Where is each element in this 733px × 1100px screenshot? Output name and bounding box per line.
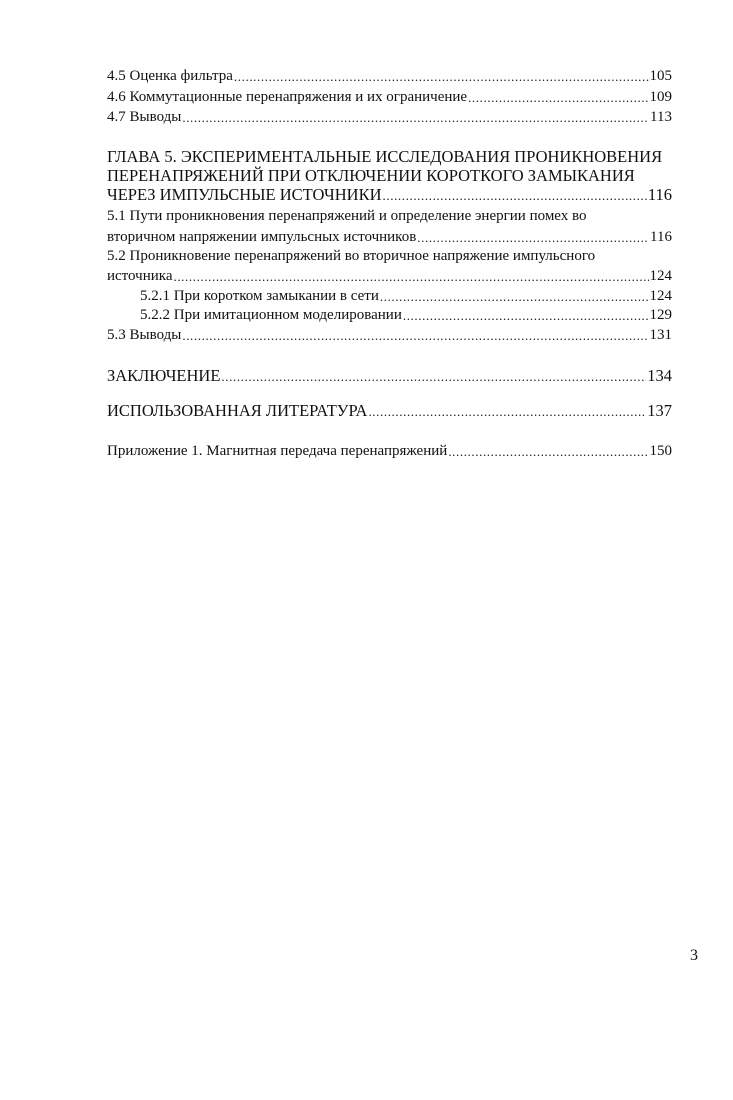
toc-entry-label: 5.2.2 При имитационном моделировании [140, 307, 402, 323]
toc-line-5-3 [107, 325, 672, 345]
toc-line-appendix-1 [107, 441, 672, 461]
toc-line-references [107, 401, 672, 421]
toc-line-5-1-first: 5.1 Пути проникновения перенапряжений и определение энергии помех во [107, 208, 587, 224]
toc-entry-label: ИСПОЛЬЗОВАННАЯ ЛИТЕРАТУРА [107, 401, 368, 420]
toc-line-5-2-2 [140, 305, 672, 325]
toc-line-4-7 [107, 107, 672, 127]
toc-page-number: 116 [647, 185, 672, 204]
toc-entry-label: вторичном напряжении импульсных источников [107, 229, 417, 245]
toc-page-number: 137 [647, 401, 672, 420]
dot-leader [380, 288, 649, 306]
dot-leader [417, 229, 649, 247]
toc-page-number: 150 [649, 443, 672, 459]
toc-line-chapter-5 [107, 185, 672, 205]
toc-entry-label: ЗАКЛЮЧЕНИЕ [107, 366, 221, 385]
toc-page-number: 105 [649, 68, 672, 84]
dot-leader [182, 327, 648, 345]
toc-entry-label: ЧЕРЕЗ ИМПУЛЬСНЫЕ ИСТОЧНИКИ [107, 185, 382, 204]
toc-entry-label: 5.2.1 При коротком замыкании в сети [140, 288, 379, 304]
toc-line-5-2 [107, 266, 672, 286]
dot-leader [403, 307, 649, 325]
chapter-5-title-line-1: ГЛАВА 5. ЭКСПЕРИМЕНТАЛЬНЫЕ ИССЛЕДОВАНИЯ ПРОНИКНОВЕНИЯ [107, 147, 663, 166]
toc-page-number: 134 [647, 366, 672, 385]
toc-line-5-2-first: 5.2 Проникновение перенапряжений во вторичное напряжение импульсного [107, 248, 596, 264]
toc-line-4-6 [107, 87, 672, 107]
page-number: 3 [690, 947, 698, 964]
toc-entry-label: 5.3 Выводы [107, 327, 182, 343]
toc-page-number: 124 [649, 288, 672, 304]
toc-line-conclusion [107, 366, 672, 386]
toc-entry-label: 4.6 Коммутационные перенапряжения и их ограничение [107, 89, 468, 105]
toc-page-number: 124 [649, 268, 672, 284]
toc-page-number: 113 [650, 109, 672, 125]
toc-entry-label: Приложение 1. Магнитная передача перенапряжений [107, 443, 448, 459]
toc-line-5-1 [107, 227, 672, 247]
dot-leader [383, 187, 647, 205]
dot-leader [234, 68, 649, 86]
toc-page-number: 131 [649, 327, 672, 343]
toc-page-number: 109 [649, 89, 672, 105]
dot-leader [221, 368, 646, 386]
dot-leader [368, 403, 646, 421]
toc-entry-label: источника [107, 268, 173, 284]
dot-leader [182, 109, 649, 127]
dot-leader [173, 268, 648, 286]
toc-entry-label: 4.5 Оценка фильтра [107, 68, 233, 84]
toc-entry-label: 4.7 Выводы [107, 109, 182, 125]
toc-page-number: 129 [649, 307, 672, 323]
toc-page-number: 116 [650, 229, 672, 245]
toc-line-4-5 [107, 66, 672, 86]
dot-leader [448, 443, 648, 461]
dot-leader [468, 89, 648, 107]
toc-line-5-2-1 [140, 286, 672, 306]
chapter-5-title-line-2: ПЕРЕНАПРЯЖЕНИЙ ПРИ ОТКЛЮЧЕНИИ КОРОТКОГО ЗАМЫКАНИЯ [107, 166, 635, 185]
